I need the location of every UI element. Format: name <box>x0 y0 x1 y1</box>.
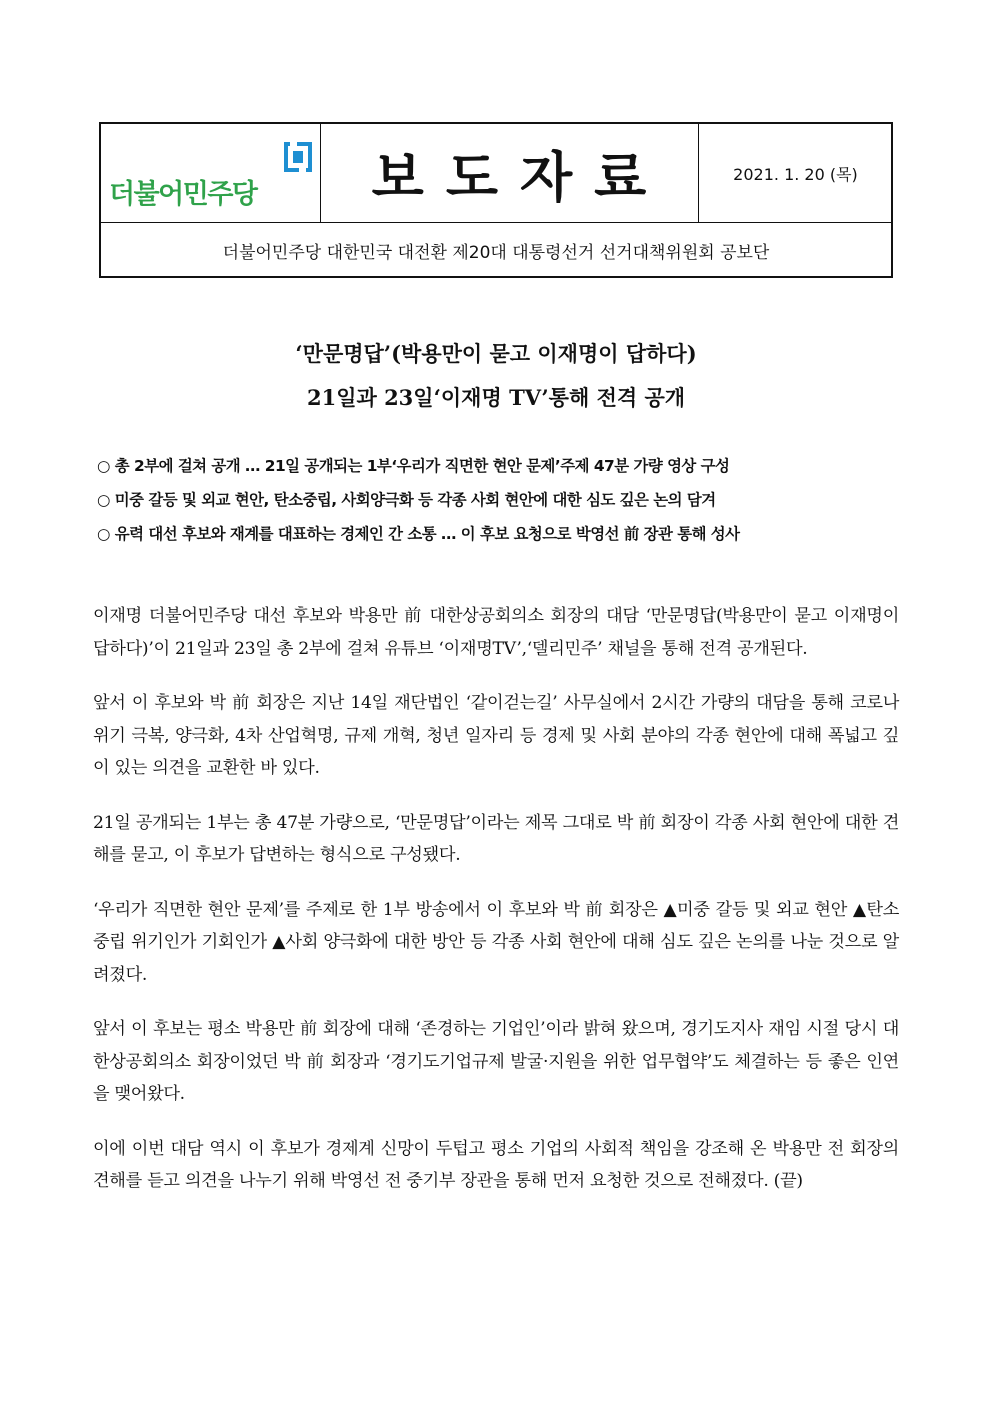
body-paragraph: 이에 이번 대담 역시 이 후보가 경제계 신망이 두텁고 평소 기업의 사회적 책임을 강조해 온 박용만 전 회장의 견해를 듣고 의견을 나누기 위해 박영선 전 중기부 장관을 통해 먼저 요청한 것으로 전해졌다. (끝) <box>93 1138 899 1191</box>
headline-line-1: ‘만문명답’(박용만이 묻고 이재명이 답하다) <box>295 341 697 366</box>
party-logo-mark-icon <box>284 141 312 173</box>
body-paragraph: ‘우리가 직면한 현안 문제’를 주제로 한 1부 방송에서 이 후보와 박 前 회장은 ▲미중 갈등 및 외교 현안 ▲탄소중립 위기인가 기회인가 ▲사회 양극화에 대한 방안 등 각종 사회 현안에 대해 심도 깊은 논의를 나눈 것으로 알려졌다. <box>93 899 899 985</box>
header-top-row <box>101 124 891 223</box>
summary-bullets <box>97 454 897 556</box>
body-paragraph: 21일 공개되는 1부는 총 47분 가량으로, ‘만문명답’이라는 제목 그대로 박 前 회장이 각종 사회 현안에 대한 견해를 묻고, 이 후보가 답변하는 형식으로 구성됐다. <box>93 812 899 865</box>
press-release-title-cell <box>320 124 699 222</box>
summary-bullet: ○ 유력 대선 후보와 재계를 대표하는 경제인 간 소통 … 이 후보 요청으로 박영선 前 장관 통해 성사 <box>97 525 740 543</box>
body-paragraph: 이재명 더불어민주당 대선 후보와 박용만 前 대한상공회의소 회장의 대담 ‘만문명답(박용만이 묻고 이재명이 답하다)’이 21일과 23일 총 2부에 걸쳐 유튜브 ‘이재명TV’,‘델리민주’ 채널을 통해 전격 공개된다. <box>93 606 899 659</box>
issuing-office: 더불어민주당 대한민국 대전환 제20대 대통령선거 선거대책위원회 공보단 <box>222 242 770 263</box>
summary-bullet: ○ 총 2부에 걸쳐 공개 … 21일 공개되는 1부‘우리가 직면한 현안 문제’주제 47분 가량 영상 구성 <box>97 457 730 475</box>
summary-bullet: ○ 미중 갈등 및 외교 현안, 탄소중립, 사회양극화 등 각종 사회 현안에 대한 심도 깊은 논의 담겨 <box>97 491 716 509</box>
article-body <box>93 600 899 1220</box>
press-release-header <box>99 122 893 278</box>
party-logo <box>101 124 321 222</box>
party-logo-text: 더불어민주당 <box>109 179 257 210</box>
press-release-title: 보도자료 <box>371 145 669 209</box>
body-paragraph: 앞서 이 후보와 박 前 회장은 지난 14일 재단법인 ‘같이걷는길’ 사무실에서 2시간 가량의 대담을 통해 코로나 위기 극복, 양극화, 4차 산업혁명, 규제 개혁, 청년 일자리 등 경제 및 사회 분야의 각종 현안에 대해 폭넓고 깊이 있는 의견을 교환한 바 있다. <box>93 693 899 778</box>
body-paragraph: 앞서 이 후보는 평소 박용만 前 회장에 대해 ‘존경하는 기업인’이라 밝혀 왔으며, 경기도지사 재임 시절 당시 대한상공회의소 회장이었던 박 前 회장과 ‘경기도기업규제 발굴·지원을 위한 업무협약’도 체결하는 등 좋은 인연을 맺어왔다. <box>93 1019 899 1104</box>
release-date: 2021. 1. 20 (목) <box>733 164 858 184</box>
headline-line-2: 21일과 23일‘이재명 TV’통해 전격 공개 <box>306 385 686 410</box>
